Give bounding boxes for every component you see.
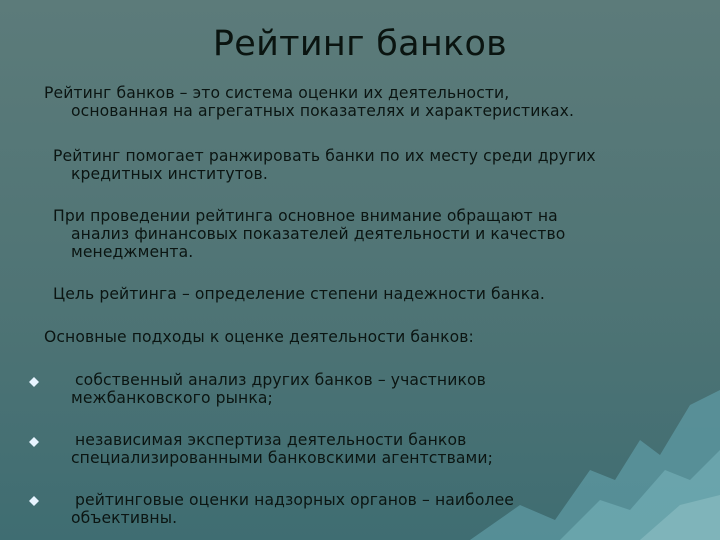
approaches-heading xyxy=(44,328,474,346)
paragraph-goal xyxy=(53,285,545,303)
diamond-bullet-icon xyxy=(29,437,39,447)
bullet-item-supervisory-ratings xyxy=(71,491,514,527)
paragraph-line: кредитных институтов. xyxy=(71,165,268,183)
paragraph-ranking xyxy=(53,147,596,183)
paragraph-line: Рейтинг помогает ранжировать банки по их месту среди других xyxy=(53,147,596,165)
paragraph-focus xyxy=(53,207,565,261)
bullet-item-independent-expertise xyxy=(71,431,494,467)
paragraph-definition xyxy=(44,84,574,120)
slide-title: Рейтинг банков xyxy=(212,24,508,64)
bullet-line: независимая экспертиза деятельности банков xyxy=(75,431,467,449)
approaches-heading-text: Основные подходы к оценке деятельности банков: xyxy=(44,328,474,346)
bullet-line: рейтинговые оценки надзорных органов – наиболее xyxy=(75,491,514,509)
bullet-line: специализированными банковскими агентствами; xyxy=(71,449,494,467)
bullet-item-own-analysis xyxy=(71,371,486,407)
bullet-line: объективны. xyxy=(71,509,178,527)
bullet-line: собственный анализ других банков – участников xyxy=(75,371,486,389)
diamond-bullet-icon xyxy=(29,377,39,387)
paragraph-line: анализ финансовых показателей деятельности и качество xyxy=(71,225,566,243)
bullet-line: межбанковского рынка; xyxy=(71,389,273,407)
paragraph-line: При проведении рейтинга основное внимание обращают на xyxy=(53,207,558,225)
diamond-bullet-icon xyxy=(29,496,39,506)
paragraph-line: Цель рейтинга – определение степени надежности банка. xyxy=(53,285,545,303)
paragraph-line: Рейтинг банков – это система оценки их деятельности, xyxy=(44,84,510,102)
paragraph-line: менеджмента. xyxy=(71,243,194,261)
paragraph-line: основанная на агрегатных показателях и характеристиках. xyxy=(71,102,575,120)
